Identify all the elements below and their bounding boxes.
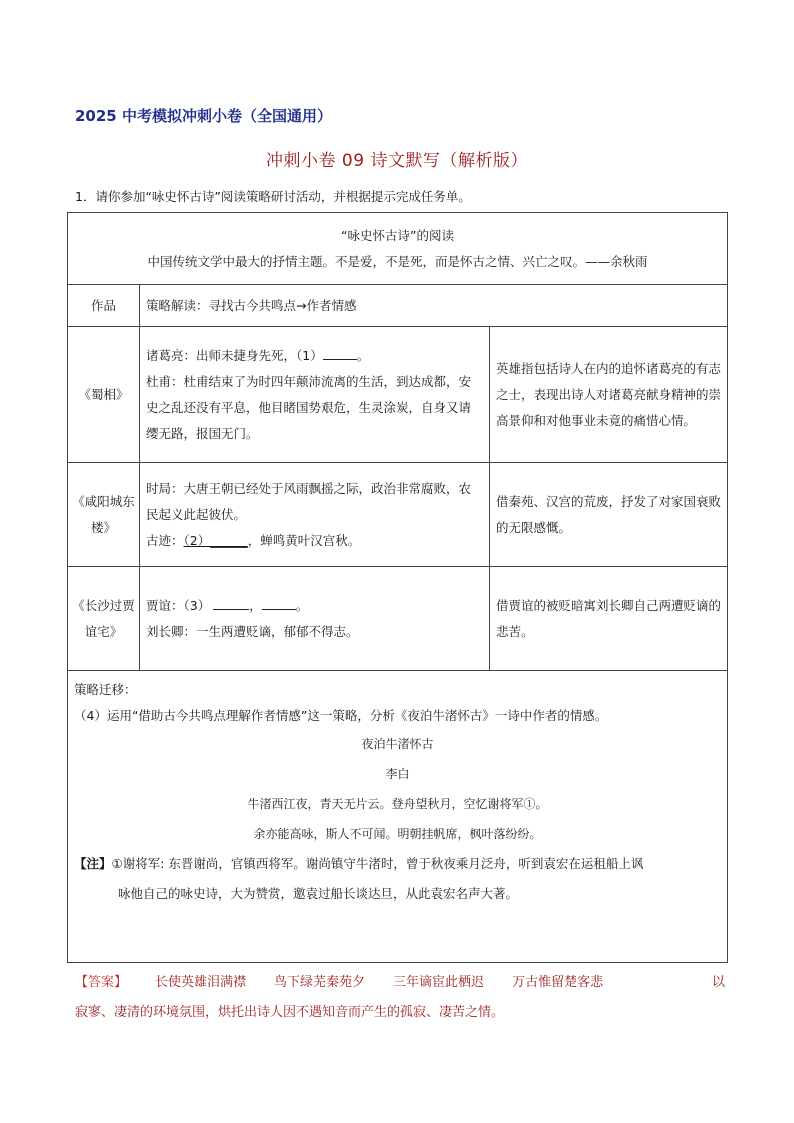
shiju-line: 时局：大唐王朝已经处于风雨飘摇之际，政治非常腐败，农民起义此起彼伏。 xyxy=(146,480,472,522)
series-title: 2025 中考模拟冲刺小卷（全国通用） xyxy=(75,107,332,125)
poem-title: 夜泊牛渚怀古 xyxy=(361,737,434,751)
poem-line-1: 牛渚西江夜，青天无片云。登舟望秋月，空忆谢将军①。 xyxy=(247,797,548,811)
row-shuxiang-content xyxy=(140,327,490,463)
answer-text-b: 寂寥、凄清的环境氛围，烘托出诗人因不遇知音而产生的孤寂、凄苦之情。 xyxy=(75,1005,505,1020)
answer-item-3: 三年谪宦此栖迟 xyxy=(393,975,485,990)
jiayi-line-post: 。 xyxy=(295,597,309,613)
page-title: 冲刺小卷 09 诗文默写（解析版） xyxy=(266,151,528,171)
answer-item-4: 万古惟留楚客悲 xyxy=(512,975,604,990)
transfer-task: （4）运用“借助古今共鸣点理解作者情感”这一策略，分析《夜泊牛渚怀古》一诗中作者的情感。 xyxy=(74,708,608,723)
note-tag: 【注】 xyxy=(74,856,112,871)
col-work-header: 作品 xyxy=(68,285,140,327)
zhuge-line-post: 。 xyxy=(356,347,370,363)
blank-1[interactable] xyxy=(323,359,357,360)
answer-tag: 【答案】 xyxy=(75,975,128,990)
row-xianyang-content xyxy=(140,463,490,567)
row-changsha-content xyxy=(140,567,490,671)
row-xianyang-analysis: 借秦苑、汉宫的荒废，抒发了对家国衰败的无限感慨。 xyxy=(490,463,728,567)
table-heading: “咏史怀古诗”的阅读 xyxy=(341,227,454,243)
transfer-cell xyxy=(68,671,728,963)
table-heading-cell xyxy=(68,213,728,285)
poem-author: 李白 xyxy=(385,767,410,781)
poem-note-line-1 xyxy=(74,849,721,879)
jiayi-line-sep: ， xyxy=(249,597,262,613)
answer-text-a: 以 xyxy=(711,975,725,990)
guji-line-post: ，蝉鸣黄叶汉宫秋。 xyxy=(247,532,361,548)
blank-3b[interactable] xyxy=(262,609,296,610)
poem-line-2: 余亦能高咏，斯人不可闻。明朝挂帆席，枫叶落纷纷。 xyxy=(253,827,542,841)
row-shuxiang-analysis: 英雄指包括诗人在内的追怀诸葛亮的有志之士，表现出诗人对诸葛亮献身精神的崇高景仰和对他事业未竟的痛惜心情。 xyxy=(490,327,728,463)
blank-3a[interactable] xyxy=(213,609,249,610)
poem-note-line-2: 咏他自己的咏史诗，大为赞赏，邀袁过船长谈达旦，从此袁宏名声大著。 xyxy=(118,886,519,901)
table-quote: 中国传统文学中最大的抒情主题。不是爱，不是死，而是怀古之情、兴亡之叹。——余秋雨 xyxy=(147,253,648,269)
guji-line-pre: 古迹： xyxy=(146,532,184,548)
task-table xyxy=(67,212,728,963)
dufu-background: 杜甫：杜甫结束了为时四年颠沛流离的生活，到达成都，安史之乱还没有平息，他目睹国势艰危，生灵涂炭，自身又请缨无路，报国无门。 xyxy=(146,373,472,441)
question-1-text: 1．请你参加“咏史怀古诗”阅读策略研讨活动，并根据提示完成任务单。 xyxy=(75,189,471,204)
note-text-1: ①谢将军: 东晋谢尚，官镇西将军。谢尚镇守牛渚时，曾于秋夜乘月泛舟，听到袁宏在运租船上讽 xyxy=(111,856,644,871)
col-strategy-header: 策略解读：寻找古今共鸣点→作者情感 xyxy=(140,285,728,327)
liu-line: 刘长卿：一生两遭贬谪，郁郁不得志。 xyxy=(146,623,359,639)
work-xianyang: 《咸阳城东楼》 xyxy=(68,463,140,567)
blank-2[interactable]: （2）______ xyxy=(183,532,248,548)
answer-item-2: 鸟下绿芜秦苑夕 xyxy=(274,975,366,990)
work-shuxiang: 《蜀相》 xyxy=(68,327,140,463)
jiayi-line-pre: 贾谊：（3） xyxy=(146,597,211,613)
answer-item-1: 长使英雄泪满襟 xyxy=(155,975,247,990)
answer-block xyxy=(75,968,725,1028)
work-changsha: 《长沙过贾谊宅》 xyxy=(68,567,140,671)
row-changsha-analysis: 借贾谊的被贬暗寓刘长卿自己两遭贬谪的悲苦。 xyxy=(490,567,728,671)
zhuge-line-pre: 诸葛亮：出师未捷身先死，（1） xyxy=(146,347,323,363)
transfer-label: 策略迁移： xyxy=(74,682,137,697)
